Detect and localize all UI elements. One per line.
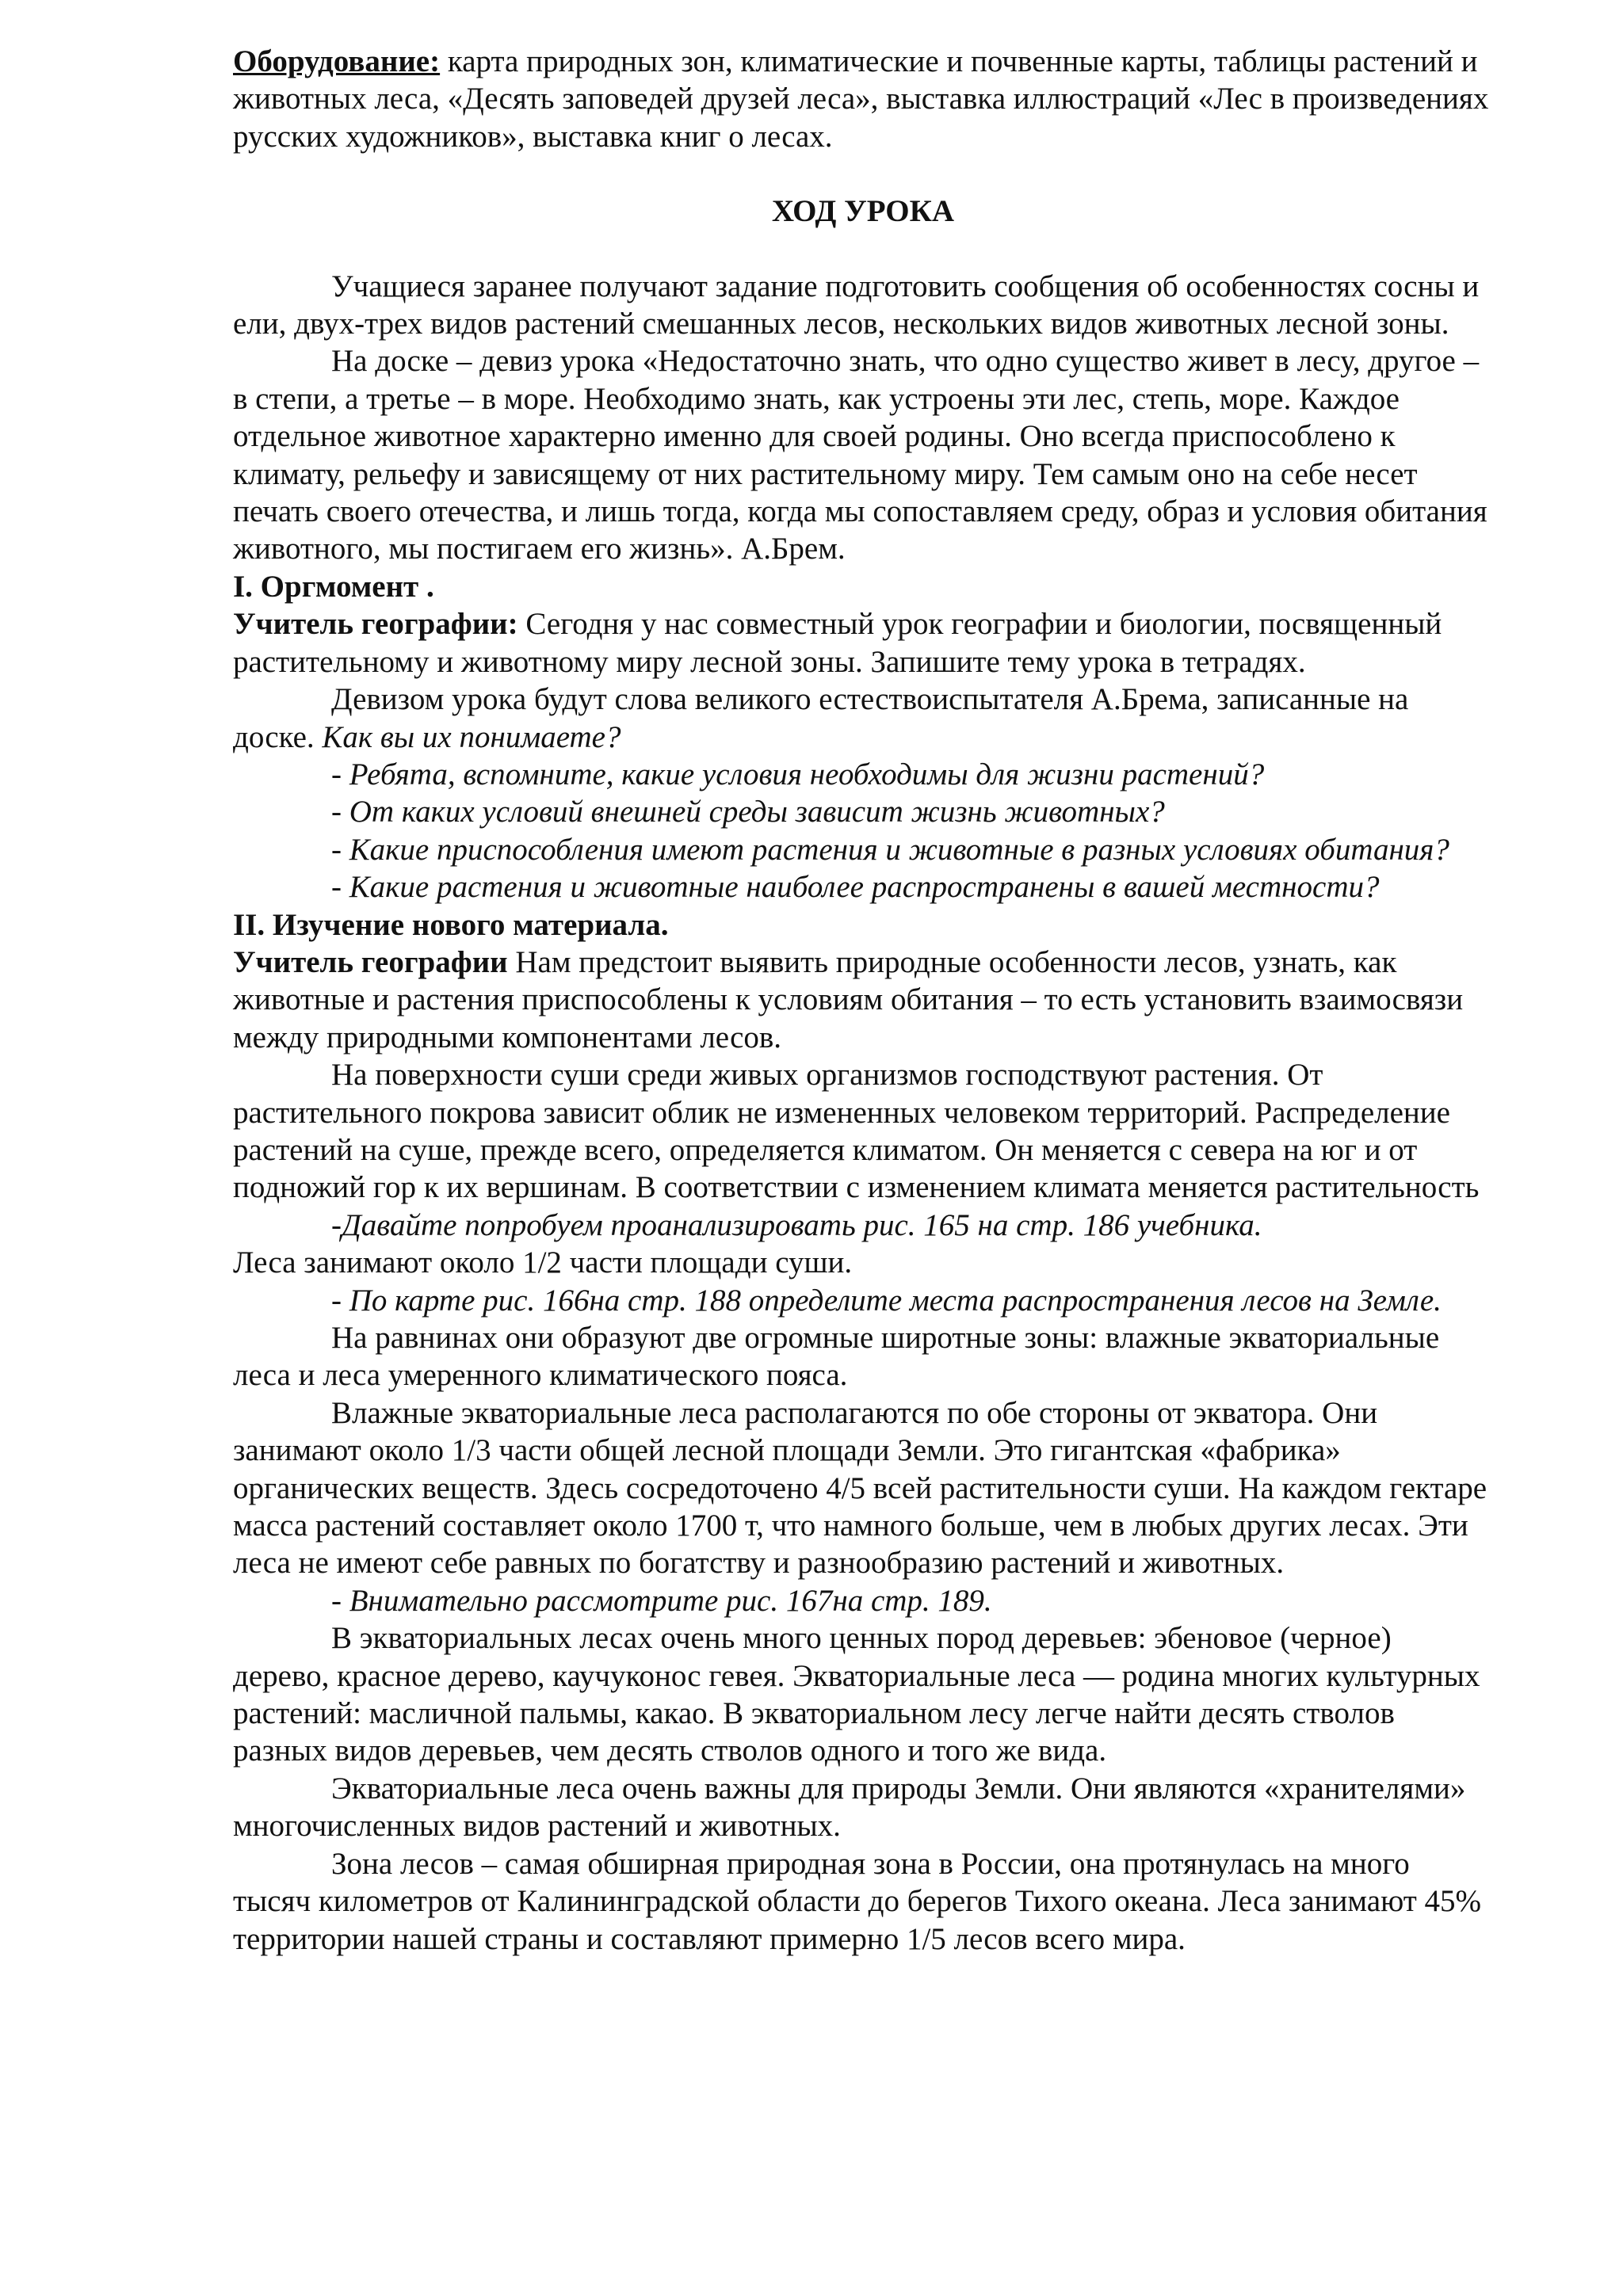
task-figure-166: - По карте рис. 166на стр. 188 определите места распространения лесов на Земле. [331,1283,1442,1318]
land-vegetation-paragraph: На поверхности суши среди живых организмов господствуют растения. От растительного покрова зависит облик не измененных человеком территорий. Распределение растений на суше, прежде всего, определяется климатом. Он меняется с севера на юг и от подножий гор к их вершинам. В соответствии с изменением климата меняется растительность [233,1058,1480,1205]
russia-forest-zone-paragraph: Зона лесов – самая обширная природная зона в России, она протянулась на много тысяч километров от Калининградской области до берегов Тихого океана. Леса занимают 45% территории нашей страны и составляют примерно 1/5 лесов всего мира. [233,1846,1482,1956]
teacher-label: Учитель географии: [233,607,518,642]
teacher-new-material-text: Нам предстоит выявить природные особенности лесов, узнать, как животные и растения приспособлены к условиям обитания – то есть установить взаимосвязи между природными компонентами лесов. [233,944,1464,1055]
question-item: - Ребята, вспомните, какие условия необходимы для жизни растений? [331,757,1265,791]
equatorial-forests-paragraph: Влажные экваториальные леса располагаются по обе стороны от экватора. Они занимают около 1/3 части общей лесной площади Земли. Это гигантская «фабрика» органических веществ. Здесь сосредоточено 4/5 всей растительности суши. На каждом гектаре масса растений составляет около 1700 т, что намного больше, чем в любых других лесах. Эти леса не имеют себе равных по богатству и разнообразию растений и животных. [233,1395,1487,1581]
equipment-paragraph [233,43,1493,155]
question-item: - От каких условий внешней среды зависит жизнь животных? [331,795,1165,830]
preparation-paragraph: Учащиеся заранее получают задание подготовить сообщения об особенностях сосны и ели, двух-трех видов растений смешанных лесов, нескольких видов животных лесной зоны. [233,269,1480,341]
section-heading-new-material: II. Изучение нового материала. [233,907,669,942]
forest-area-paragraph: Леса занимают около 1/2 части площади суши. [233,1245,853,1280]
plains-paragraph: На равнинах они образуют две огромные широтные зоны: влажные экваториальные леса и леса умеренного климатического пояса. [233,1321,1440,1393]
question-item: - Какие приспособления имеют растения и животные в разных условиях обитания? [331,832,1449,867]
question-item: - Какие растения и животные наиболее распространены в вашей местности? [331,870,1380,905]
teacher-intro-paragraph [233,605,1493,681]
document-page [233,43,1493,1958]
equipment-label: Оборудование: [233,44,441,78]
equipment-text: карта природных зон, климатические и почвенные карты, таблицы растений и животных леса, «Десять заповедей друзей леса», выставка иллюстраций «Лес в произведениях русских художников», выставка книг о лесах. [233,44,1489,154]
task-figure-165: -Давайте попробуем проанализировать рис. 165 на стр. 186 учебника. [331,1207,1262,1242]
importance-paragraph: Экваториальные леса очень важны для природы Земли. Они являются «хранителями» многочисленных видов растений и животных. [233,1771,1466,1844]
motto-words-text: Девизом урока будут слова великого естествоиспытателя А.Брема, записанные на доске. [233,682,1409,754]
teacher-label: Учитель географии [233,944,508,979]
lesson-heading: ХОД УРОКА [771,194,955,229]
teacher-new-material-paragraph [233,944,1493,1056]
teacher-intro-text: Сегодня у нас совместный урок географии и биологии, посвященный растительному и животному миру лесной зоны. Запишите тему урока в тетрадях. [233,607,1442,679]
section-heading-orgmoment: I. Оргмомент . [233,569,434,604]
motto-question: Как вы их понимаете? [322,719,621,754]
motto-paragraph: На доске – девиз урока «Недостаточно знать, что одно существо живет в лесу, другое – в степи, а третье – в море. Необходимо знать, как устроены эти лес, степь, море. Каждое отдельное животное характерно именно для своей родины. Оно всегда приспособлено к климату, рельефу и зависящему от них растительному миру. Тем самым оно на себе несет печать своего отечества, и лишь тогда, когда мы сопоставляем среду, образ и условия обитания животного, мы постигаем его жизнь». А.Брем. [233,344,1487,566]
motto-words-paragraph [233,681,1493,756]
valuable-trees-paragraph: В экваториальных лесах очень много ценных пород деревьев: эбеновое (черное) дерево, красное дерево, каучуконос гевея. Экваториальные леса — родина многих культурных растений: масличной пальмы, какао. В экваториальном лесу легче найти десять стволов разных видов деревьев, чем десять стволов одного и того же вида. [233,1621,1480,1768]
task-figure-167: - Внимательно рассмотрите рис. 167на стр. 189. [331,1583,992,1618]
